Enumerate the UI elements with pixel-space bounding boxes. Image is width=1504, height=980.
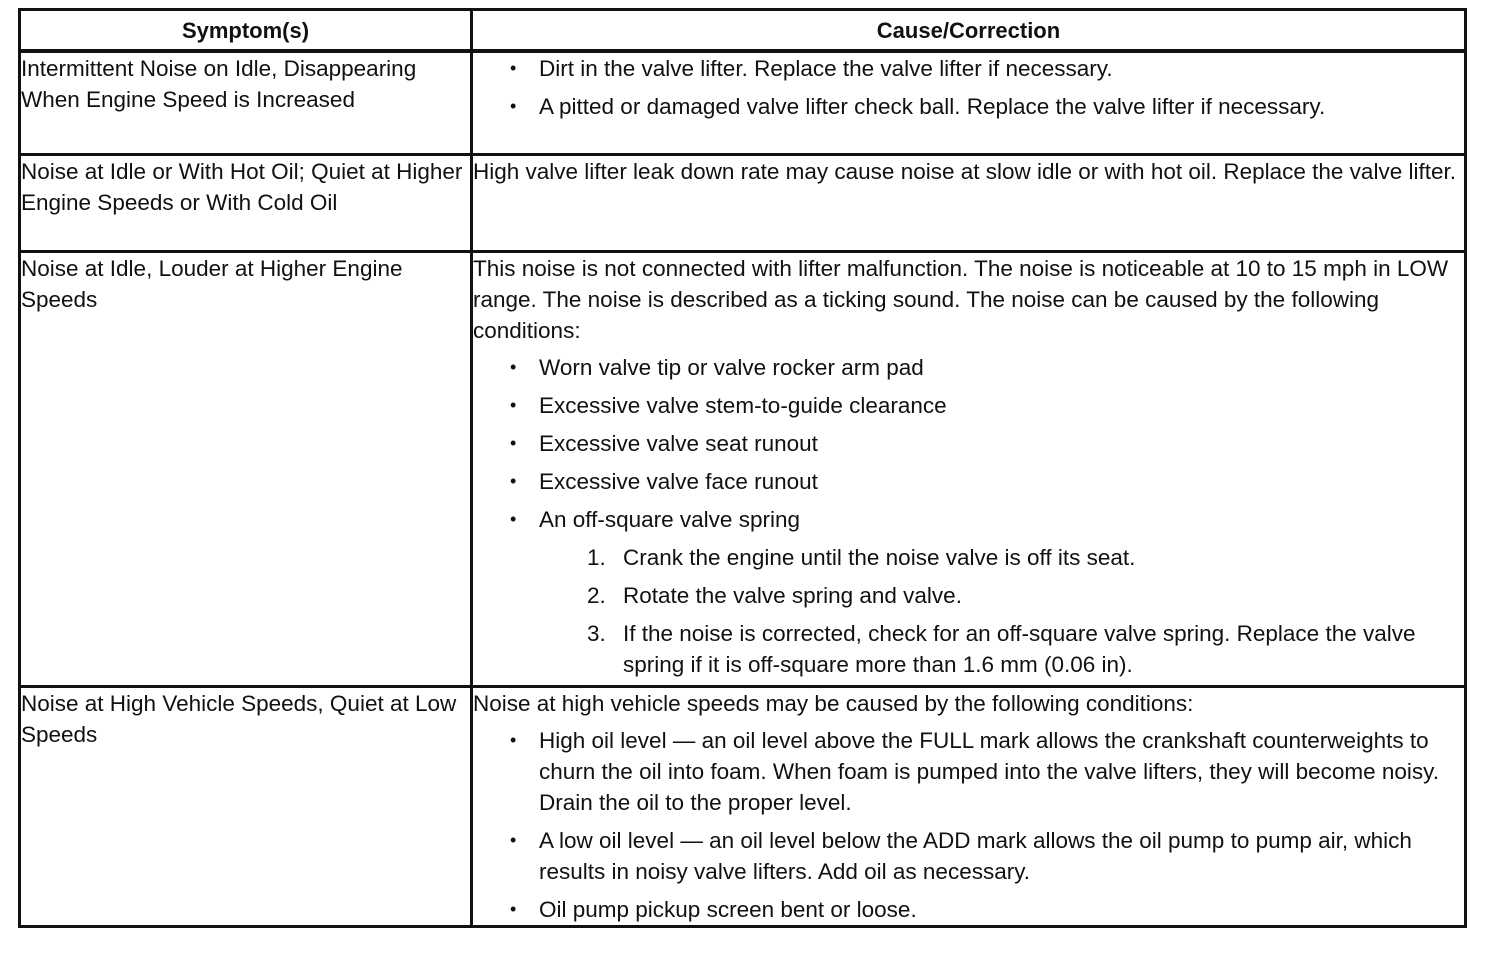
table-row xyxy=(20,687,1466,927)
symptom-cell: Intermittent Noise on Idle, Disappearing When Engine Speed is Increased xyxy=(20,51,472,155)
bullet-list xyxy=(473,725,1464,925)
list-item xyxy=(473,725,1464,818)
bullet-icon: • xyxy=(510,899,517,919)
list-item-text: A low oil level — an oil level below the ADD mark allows the oil pump to pump air, which results in noisy valve lifters. Add oil as necessary. xyxy=(539,828,1412,884)
table-row xyxy=(20,252,1466,687)
symptom-table xyxy=(18,8,1467,928)
list-item xyxy=(473,352,1464,383)
bullet-icon: • xyxy=(510,509,517,529)
list-item xyxy=(473,91,1464,122)
list-item xyxy=(473,825,1464,887)
cause-cell xyxy=(472,155,1466,252)
step-text: If the noise is corrected, check for an off-square valve spring. Replace the valve spring if it is off-square more than 1.6 mm (0.06 in). xyxy=(623,621,1416,677)
list-item xyxy=(473,390,1464,421)
symptom-cell: Noise at High Vehicle Speeds, Quiet at Low Speeds xyxy=(20,687,472,927)
cause-cell xyxy=(472,51,1466,155)
step-list xyxy=(473,542,1464,680)
bullet-icon: • xyxy=(510,357,517,377)
bullet-icon: • xyxy=(510,433,517,453)
bullet-icon: • xyxy=(510,730,517,750)
list-item xyxy=(473,53,1464,84)
list-item-text: Excessive valve stem-to-guide clearance xyxy=(539,393,947,418)
step-item xyxy=(473,542,1464,573)
header-symptoms: Symptom(s) xyxy=(20,10,472,52)
cause-intro: This noise is not connected with lifter malfunction. The noise is noticeable at 10 to 15 mph in LOW range. The noise is described as a ticking sound. The noise can be caused by the following conditions: xyxy=(473,256,1449,343)
symptom-cell: Noise at Idle, Louder at Higher Engine Speeds xyxy=(20,252,472,687)
list-item-text: A pitted or damaged valve lifter check ball. Replace the valve lifter if necessary. xyxy=(539,94,1326,119)
bullet-icon: • xyxy=(510,830,517,850)
header-row xyxy=(20,10,1466,52)
list-item-text: Dirt in the valve lifter. Replace the valve lifter if necessary. xyxy=(539,56,1113,81)
list-item-text: High oil level — an oil level above the FULL mark allows the crankshaft counterweights to churn the oil into foam. When foam is pumped into the valve lifters, they will become noisy. Drain the oil to the proper level. xyxy=(539,728,1440,815)
step-item xyxy=(473,618,1464,680)
list-item xyxy=(473,428,1464,459)
cause-text: High valve lifter leak down rate may cause noise at slow idle or with hot oil. Replace the valve lifter. xyxy=(473,159,1456,184)
list-item xyxy=(473,504,1464,535)
list-item-text: Worn valve tip or valve rocker arm pad xyxy=(539,355,924,380)
table-row xyxy=(20,51,1466,155)
cause-cell xyxy=(472,687,1466,927)
header-cause-correction: Cause/Correction xyxy=(472,10,1466,52)
step-text: Crank the engine until the noise valve is off its seat. xyxy=(623,545,1136,570)
cause-cell xyxy=(472,252,1466,687)
step-item xyxy=(473,580,1464,611)
symptom-cell: Noise at Idle or With Hot Oil; Quiet at Higher Engine Speeds or With Cold Oil xyxy=(20,155,472,252)
step-text: Rotate the valve spring and valve. xyxy=(623,583,962,608)
list-item xyxy=(473,894,1464,925)
bullet-icon: • xyxy=(510,58,517,78)
step-number: 1. xyxy=(587,545,606,570)
cause-intro: Noise at high vehicle speeds may be caused by the following conditions: xyxy=(473,691,1194,716)
bullet-list xyxy=(473,352,1464,535)
list-item-text: Excessive valve face runout xyxy=(539,469,818,494)
step-number: 2. xyxy=(587,583,606,608)
list-item-text: An off-square valve spring xyxy=(539,507,800,532)
bullet-icon: • xyxy=(510,96,517,116)
list-item xyxy=(473,466,1464,497)
list-item-text: Oil pump pickup screen bent or loose. xyxy=(539,897,917,922)
bullet-list xyxy=(473,53,1464,122)
bullet-icon: • xyxy=(510,395,517,415)
bullet-icon: • xyxy=(510,471,517,491)
step-number: 3. xyxy=(587,621,606,646)
list-item-text: Excessive valve seat runout xyxy=(539,431,818,456)
table-row xyxy=(20,155,1466,252)
